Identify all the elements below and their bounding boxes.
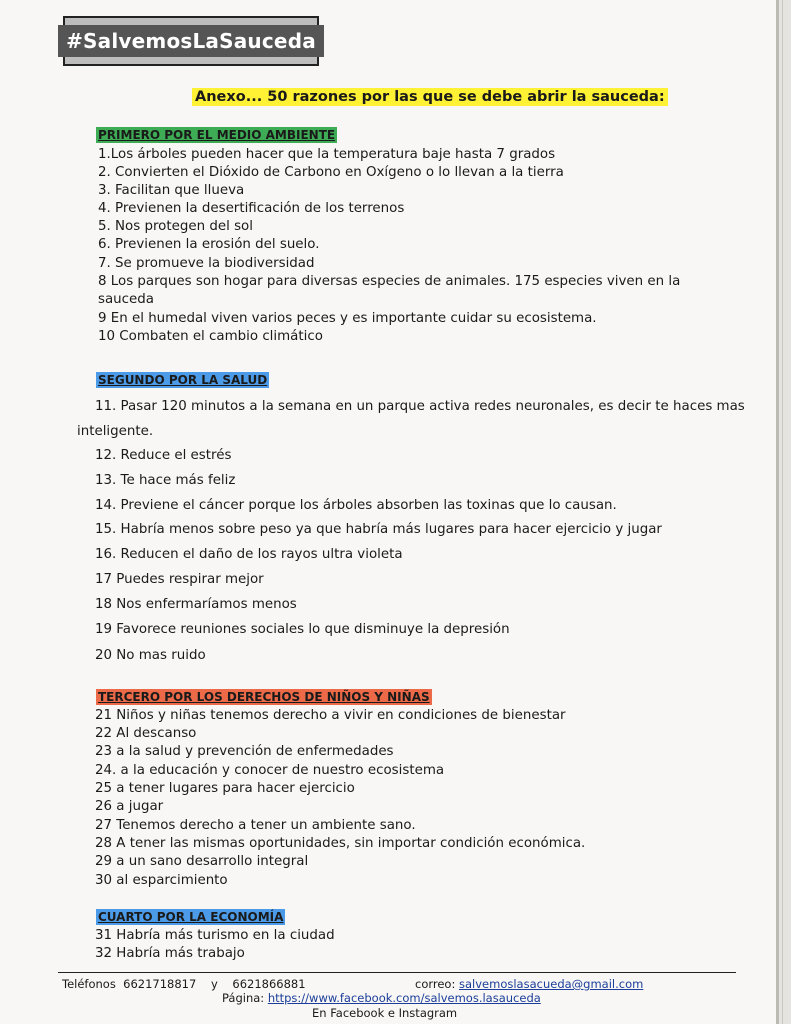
list-item: 4. Previenen la desertificación de los terrenos — [98, 201, 405, 216]
list-item: 14. Previene el cáncer porque los árboles absorben las toxinas que lo causan. — [95, 498, 617, 513]
list-item: 30 al esparcimiento — [95, 873, 228, 888]
footer-social: En Facebook e Instagram — [312, 1006, 458, 1020]
list-item: 2. Convierten el Dióxido de Carbono en Oxígeno o lo llevan a la tierra — [98, 165, 564, 180]
list-item: 20 No mas ruido — [95, 648, 206, 663]
list-item: 12. Reduce el estrés — [95, 448, 232, 463]
list-item: 13. Te hace más feliz — [95, 473, 236, 488]
footer-phones — [62, 977, 306, 991]
list-item: 32 Habría más trabajo — [95, 946, 245, 961]
hashtag-text: #SalvemosLaSauceda — [58, 25, 324, 57]
list-item: 9 En el humedal viven varios peces y es importante cuidar su ecosistema. — [98, 311, 597, 326]
list-item: 24. a la educación y conocer de nuestro ecosistema — [95, 763, 445, 778]
list-item: 17 Puedes respirar mejor — [95, 572, 264, 587]
list-item: 11. Pasar 120 minutos a la semana en un parque activa redes neuronales, es decir te haces mas — [95, 399, 745, 414]
footer-email — [415, 977, 643, 991]
list-item: 18 Nos enfermaríamos menos — [95, 597, 297, 612]
page-edge — [779, 0, 791, 1024]
email-label: correo: — [415, 977, 456, 991]
footer-page — [222, 991, 541, 1005]
section-heading-derechos: TERCERO POR LOS DERECHOS DE NIÑOS Y NIÑAS — [98, 690, 430, 704]
list-item: 25 a tener lugares para hacer ejercicio — [95, 781, 355, 796]
list-item: 22 Al descanso — [95, 726, 197, 741]
phone-number: 6621718817 — [123, 977, 197, 991]
list-item: 21 Niños y niñas tenemos derecho a vivir en condiciones de bienestar — [95, 708, 566, 723]
list-item: 10 Combaten el cambio climático — [98, 329, 323, 344]
list-item: 31 Habría más turismo en la ciudad — [95, 928, 335, 943]
section-heading-economia: CUARTO POR LA ECONOMÍA — [98, 910, 284, 924]
list-item-continuation: sauceda — [98, 292, 154, 307]
phones-label: Teléfonos — [62, 977, 116, 991]
hashtag-banner — [63, 16, 319, 66]
facebook-link[interactable]: https://www.facebook.com/salvemos.lasauceda — [267, 991, 541, 1005]
list-item: 28 A tener las mismas oportunidades, sin importar condición económica. — [95, 836, 586, 851]
list-item-continuation: inteligente. — [77, 424, 154, 439]
section-heading-medio-ambiente: PRIMERO POR EL MEDIO AMBIENTE — [98, 128, 336, 142]
list-item: 15. Habría menos sobre peso ya que habría más lugares para hacer ejercicio y jugar — [95, 522, 662, 537]
list-item: 23 a la salud y prevención de enfermedades — [95, 744, 394, 759]
list-item: 19 Favorece reuniones sociales lo que disminuye la depresión — [95, 622, 510, 637]
section-heading-salud: SEGUNDO POR LA SALUD — [98, 373, 268, 387]
page-label: Página: — [222, 991, 265, 1005]
list-item: 1.Los árboles pueden hacer que la temperatura baje hasta 7 grados — [98, 147, 556, 162]
phone-number: 6621866881 — [232, 977, 306, 991]
list-item: 5. Nos protegen del sol — [98, 219, 253, 234]
email-link[interactable]: salvemoslasacueda@gmail.com — [459, 977, 644, 991]
list-item: 3. Facilitan que llueva — [98, 183, 245, 198]
list-item: 7. Se promueve la biodiversidad — [98, 256, 315, 271]
list-item: 16. Reducen el daño de los rayos ultra violeta — [95, 547, 403, 562]
list-item: 26 a jugar — [95, 799, 164, 814]
list-item: 6. Previenen la erosión del suelo. — [98, 237, 320, 252]
list-item: 27 Tenemos derecho a tener un ambiente sano. — [95, 818, 416, 833]
list-item: 29 a un sano desarrollo integral — [95, 854, 309, 869]
footer-divider — [58, 972, 736, 973]
document-title: Anexo... 50 razones por las que se debe abrir la sauceda: — [192, 88, 668, 106]
phone-separator: y — [210, 977, 218, 991]
list-item: 8 Los parques son hogar para diversas especies de animales. 175 especies viven en la — [98, 274, 681, 289]
